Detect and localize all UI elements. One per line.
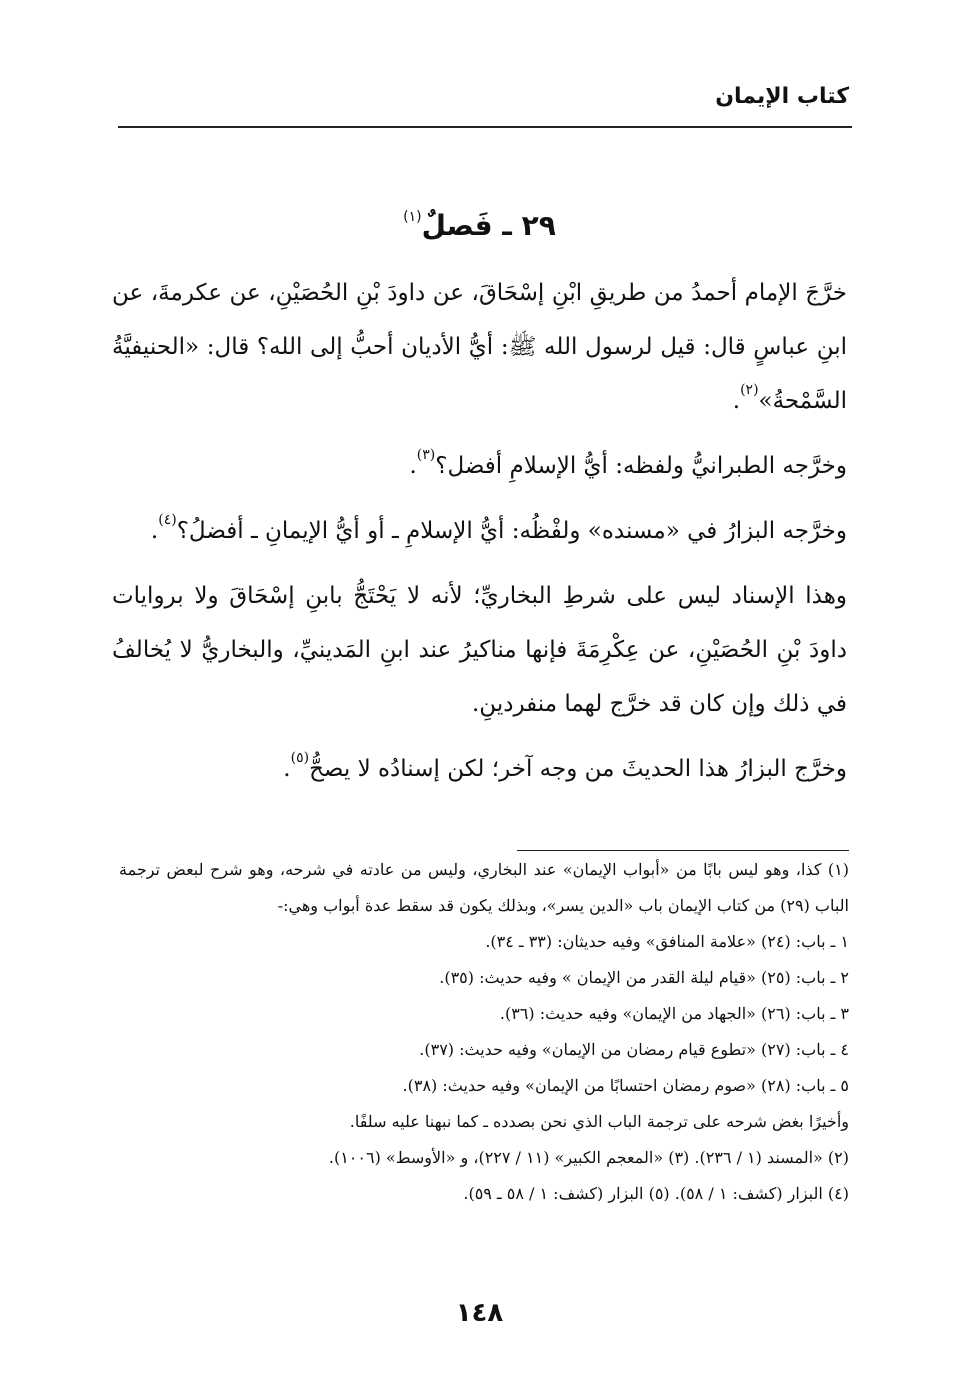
list-item: ٢ ـ باب: (٢٥) «قيام ليلة القدر من الإيمان » وفيه حديث: (٣٥). [439, 968, 849, 987]
section-title-text: ٢٩ ـ فَصلٌ [421, 209, 556, 242]
paragraph-text: وخرَّجه البزارُ في «مسنده» ولفْظُه: أيُّ الإسلامِ ـ أو أيُّ الإيمانِ ـ أفضلُ؟ [176, 518, 847, 544]
list-item: ٥ ـ باب: (٢٨) «صوم رمضان احتسابًا من الإيمان» وفيه حديث: (٣٨). [402, 1076, 849, 1095]
paragraph-end: . [283, 756, 291, 782]
section-title [100, 206, 859, 246]
paragraph-text: خرَّجَ الإمام أحمدُ من طريقِ ابْنِ إسْحَاقَ، عن داودَ بْنِ الحُصَيْنِ، عن عكرمةَ، عن ابنِ عباسٍ قال: قيل لرسول الله ﷺ: أيُّ الأديان أحبُّ إلى الله؟ قال: «الحنيفيَّةُ السَّمْحةُ» [112, 280, 847, 414]
footnote-ref[interactable]: (٢) [740, 382, 759, 398]
footnote-ref[interactable]: (٥) [290, 750, 310, 766]
paragraph-text: وخرَّج البزارُ هذا الحديثَ من وجه آخر؛ لكن إسنادُه لا يصحُّ [309, 756, 847, 782]
main-text [112, 266, 847, 807]
paragraph-text: وخرَّجه الطبرانيُّ ولفظه: أيُّ الإسلامِ أفضل؟ [435, 453, 847, 479]
paragraph-end: . [732, 388, 741, 414]
paragraph [112, 504, 847, 558]
section-footnote-ref[interactable]: (١) [403, 209, 422, 225]
footnotes [119, 852, 849, 1212]
header-rule [118, 126, 852, 128]
footnote-4-5: (٤) البزار (كشف: ١ / ٥٨). (٥) البزار (كشف: ١ / ٥٨ ـ ٥٩). [463, 1184, 849, 1203]
footnote-2-3: (٢) «المسند (١ / ٢٣٦). (٣) «المعجم الكبير» (١١ / ٢٢٧)، و «الأوسط» (١٠٠٦). [328, 1148, 849, 1167]
paragraph [112, 569, 847, 731]
footnote-ref[interactable]: (٣) [416, 447, 436, 463]
paragraph [112, 439, 847, 493]
list-item: ١ ـ باب: (٢٤) «علامة المنافق» وفيه حديثان: (٣٣ ـ ٣٤). [485, 932, 849, 951]
page-number: ١٤٨ [455, 1298, 504, 1328]
paragraph [112, 742, 847, 796]
footnote-separator [517, 850, 849, 851]
footnote-1-intro: (١) كذا، وهو ليس بابًا من «أبواب الإيمان» عند البخاري، وليس من عادته في شرحه، وهو شرح لبعض ترجمة الباب (٢٩) من كتاب الإيمان باب «الدين يسر»، وبذلك يكون قد سقط عدة أبواب وهي:- [119, 860, 850, 915]
list-item: ٣ ـ باب: (٢٦) «الجهاد من الإيمان» وفيه حديث: (٣٦). [499, 1004, 849, 1023]
footnote-1-closing: وأخيرًا بغض شرحه على ترجمة الباب الذي نحن بصدده ـ كما نبهنا عليه سلفًا. [349, 1112, 849, 1131]
running-head: كتاب الإيمان [715, 84, 849, 109]
paragraph [112, 266, 847, 428]
list-item: ٤ ـ باب: (٢٧) «تطوع قيام رمضان من الإيمان» وفيه حديث: (٣٧). [419, 1040, 849, 1059]
paragraph-end: . [150, 518, 159, 544]
paragraph-text: وهذا الإسناد ليس على شرطِ البخاريِّ؛ لأنه لا يَحْتَجُّ بابنِ إسْحَاقَ ولا بروايات داودَ بْنِ الحُصَيْنِ، عن عِكْرِمَةَ فإنها مناكيرُ عند ابنِ المَدينيِّ، والبخاريُّ لا يُخالفُ في ذلك وإن كان قد خرَّج لهما منفردينِ. [112, 583, 847, 717]
paragraph-end: . [409, 453, 417, 479]
footnote-ref[interactable]: (٤) [158, 512, 177, 528]
footnote-1-list [119, 924, 849, 1104]
